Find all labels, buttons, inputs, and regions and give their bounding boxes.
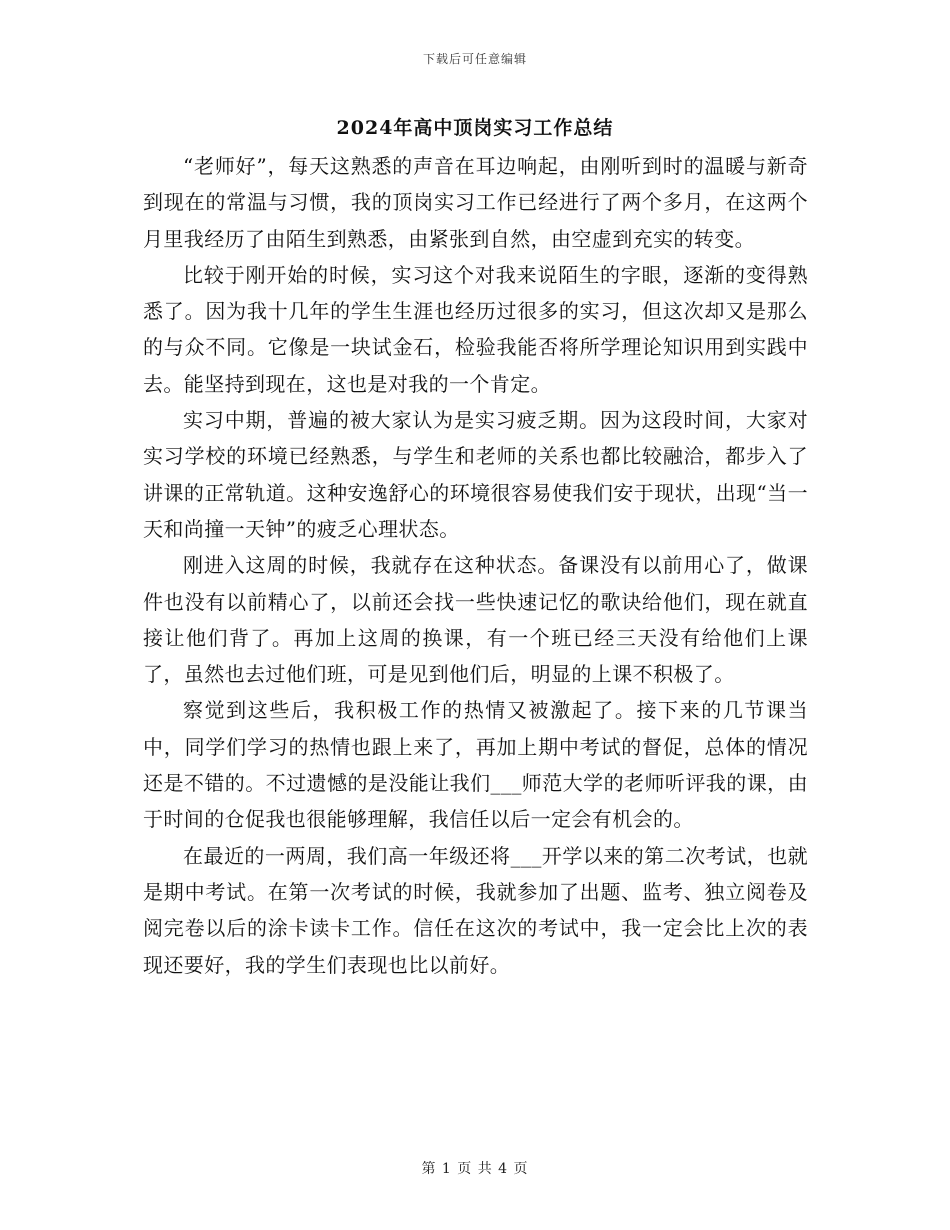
paragraph-1: “老师好”，每天这熟悉的声音在耳边响起，由刚听到时的温暖与新奇到现在的常温与习惯，我的顶岗实习工作已经进行了两个多月，在这两个月里我经历了由陌生到熟悉，由紧张到自然，由空虚到充实的转变。	[143, 154, 808, 251]
paragraph-4: 刚进入这周的时候，我就存在这种状态。备课没有以前用心了，做课件也没有以前精心了，以前还会找一些快速记忆的歌诀给他们，现在就直接让他们背了。再加上这周的换课，有一个班已经三天没有给他们上课了，虽然也去过他们班，可是见到他们后，明显的上课不积极了。	[143, 553, 808, 687]
paragraph-5: 察觉到这些后，我积极工作的热情又被激起了。接下来的几节课当中，同学们学习的热情也跟上来了，再加上期中考试的督促，总体的情况还是不错的。不过遗憾的是没能让我们___师范大学的老师听评我的课，由于时间的仓促我也很能够理解，我信任以后一定会有机会的。	[143, 698, 808, 832]
page-number-footer: 第 1 页 共 4 页	[421, 1161, 529, 1177]
document-title: 2024年高中顶岗实习工作总结	[336, 117, 614, 139]
page-header-note: 下载后可任意编辑	[422, 52, 527, 66]
paragraph-3: 实习中期，普遍的被大家认为是实习疲乏期。因为这段时间，大家对实习学校的环境已经熟悉，与学生和老师的关系也都比较融洽，都步入了讲课的正常轨道。这种安逸舒心的环境很容易使我们安于现状，出现“当一天和尚撞一天钟”的疲乏心理状态。	[143, 408, 808, 541]
document-body	[143, 148, 808, 983]
paragraph-2: 比较于刚开始的时候，实习这个对我来说陌生的字眼，逐渐的变得熟悉了。因为我十几年的学生生涯也经历过很多的实习，但这次却又是那么的与众不同。它像是一块试金石，检验我能否将所学理论知识用到实践中去。能坚持到现在，这也是对我的一个肯定。	[143, 262, 808, 396]
paragraph-6: 在最近的一两周，我们高一年级还将___开学以来的第二次考试，也就是期中考试。在第一次考试的时候，我就参加了出题、监考、独立阅卷及阅完卷以后的涂卡读卡工作。信任在这次的考试中，我一定会比上次的表现还要好，我的学生们表现也比以前好。	[143, 843, 808, 977]
